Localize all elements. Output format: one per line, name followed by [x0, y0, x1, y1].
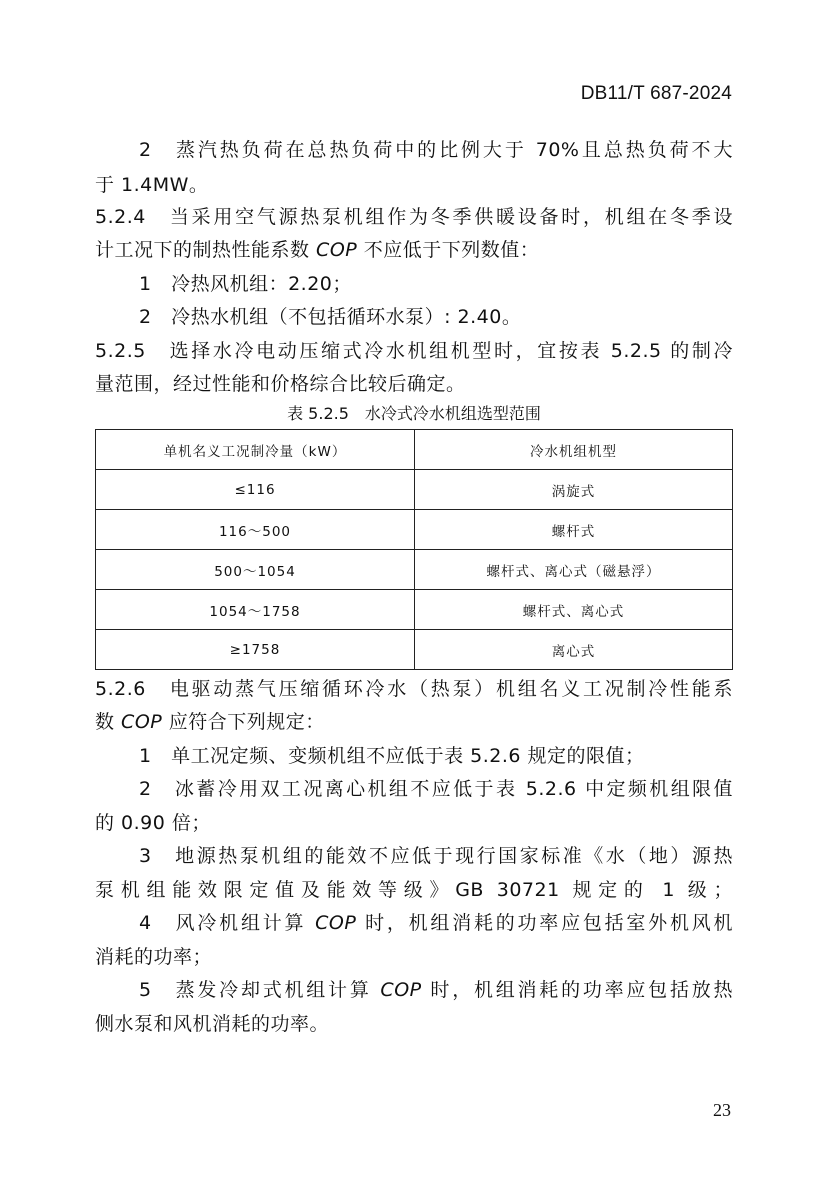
table-row: [96, 630, 733, 670]
table-header-row: [96, 430, 733, 470]
item-line: 于 1.4MW。: [95, 174, 209, 196]
table-cell: 涡旋式: [415, 470, 733, 510]
cop-term: COP: [315, 912, 357, 934]
table-cell: 116～500: [96, 510, 415, 550]
clause-5-2-6-item-2-cont: 的 0.90 倍；: [95, 812, 211, 834]
clause-5-2-5-line: 量范围，经过性能和价格综合比较后确定。: [95, 373, 466, 395]
table-cell: 1054～1758: [96, 590, 415, 630]
table-row: [96, 590, 733, 630]
clause-5-2-6-item-2: 2 冰蓄冷用双工况离心机组不应低于表 5.2.6 中定频机组限值: [139, 778, 733, 800]
clause-5-2-5-line: 5.2.5 选择水冷电动压缩式冷水机组机型时，宜按表 5.2.5 的制冷: [95, 340, 733, 362]
cop-term: COP: [380, 979, 422, 1001]
table-cell: 螺杆式、离心式: [415, 590, 733, 630]
table-cell: 离心式: [415, 630, 733, 670]
clause-5-2-6-line: 数 COP 应符合下列规定：: [95, 711, 325, 733]
table-row: [96, 470, 733, 510]
clause-5-2-4-line: 计工况下的制热性能系数 COP 不应低于下列数值：: [95, 239, 540, 261]
clause-5-2-6-item-3-cont: 泵机组能效限定值及能效等级》GB 30721 规定的 1 级；: [95, 879, 733, 901]
table-cell: 螺杆式: [415, 510, 733, 550]
table-cell: ≥1758: [96, 630, 415, 670]
clause-5-2-4-line: 5.2.4 当采用空气源热泵机组作为冬季供暖设备时，机组在冬季设: [95, 206, 733, 228]
clause-5-2-6-line: 5.2.6 电驱动蒸气压缩循环冷水（热泵）机组名义工况制冷性能系: [95, 678, 733, 700]
table-caption: 表 5.2.5 水冷式冷水机组选型范围: [287, 404, 541, 423]
clause-5-2-6-item-3: 3 地源热泵机组的能效不应低于现行国家标准《水（地）源热: [139, 845, 733, 867]
clause-5-2-6-item-4: 4 风冷机组计算 COP 时，机组消耗的功率应包括室外机风机: [139, 912, 733, 934]
table-header-cell: 冷水机组机型: [415, 430, 733, 470]
clause-5-2-6-item-4-cont: 消耗的功率；: [95, 946, 213, 968]
table-cell: 500～1054: [96, 550, 415, 590]
table-header-cell: 单机名义工况制冷量（kW）: [96, 430, 415, 470]
chiller-selection-table: [95, 429, 733, 670]
clause-5-2-6-item-1: 1 单工况定频、变频机组不应低于表 5.2.6 规定的限值；: [139, 745, 645, 767]
table-row: [96, 550, 733, 590]
cop-term: COP: [121, 711, 163, 733]
table-row: [96, 510, 733, 550]
clause-5-2-4-item-2: 2 冷热水机组（不包括循环水泵）: 2.40。: [139, 306, 522, 328]
table-cell: 螺杆式、离心式（磁悬浮）: [415, 550, 733, 590]
cop-term: COP: [316, 239, 358, 261]
clause-5-2-6-item-5-cont: 侧水泵和风机消耗的功率。: [95, 1013, 330, 1035]
clause-5-2-4-item-1: 1 冷热风机组：2.20；: [139, 273, 352, 295]
item-line: 2 蒸汽热负荷在总热负荷中的比例大于 70%且总热负荷不大: [139, 139, 733, 161]
document-code: DB11/T 687-2024: [580, 83, 732, 104]
clause-5-2-6-item-5: 5 蒸发冷却式机组计算 COP 时，机组消耗的功率应包括放热: [139, 979, 733, 1001]
page-number: 23: [713, 1100, 731, 1120]
table-cell: ≤116: [96, 470, 415, 510]
